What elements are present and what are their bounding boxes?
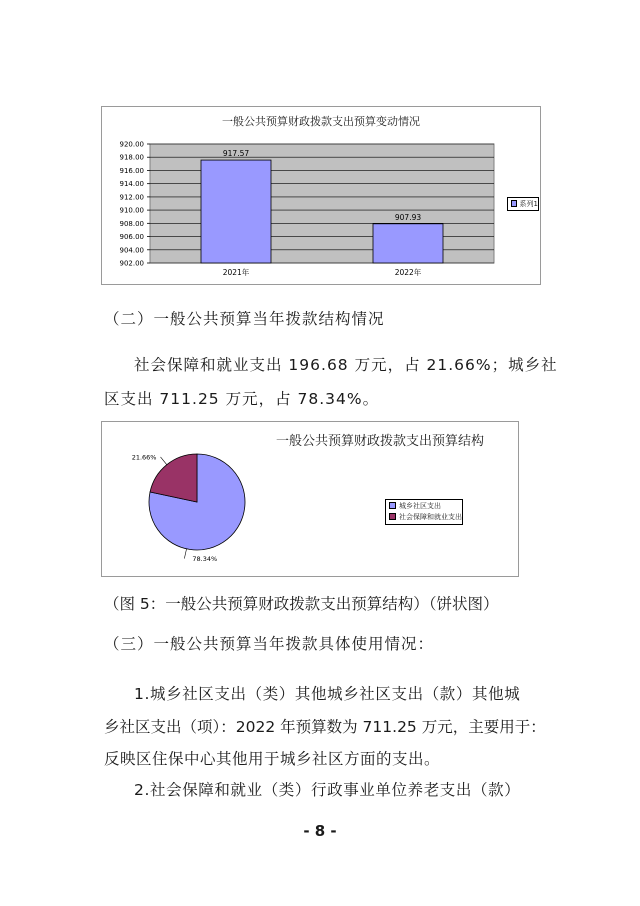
bar-chart-legend xyxy=(507,197,539,211)
paragraph-line: 乡社区支出（项）：2022 年预算数为 711.25 万元，主要用于： xyxy=(104,718,546,736)
paragraph-line: 区支出 711.25 万元，占 78.34%。 xyxy=(104,390,380,408)
leader-line xyxy=(184,549,186,559)
bar-chart xyxy=(101,106,541,285)
figure-caption: （图 5：一般公共预算财政拨款支出预算结构）（饼状图） xyxy=(104,595,499,613)
bar xyxy=(373,224,443,263)
legend-label: 城乡社区支出 xyxy=(399,501,441,510)
y-tick-label: 902.00 xyxy=(119,259,144,268)
legend-label: 系列1 xyxy=(519,199,538,208)
paragraph-line: 2.社会保障和就业（类）行政事业单位养老支出（款） xyxy=(134,781,521,799)
bar-chart-title: 一般公共预算财政拨款支出预算变动情况 xyxy=(222,115,420,128)
legend-swatch xyxy=(389,513,396,520)
y-tick-label: 916.00 xyxy=(119,166,144,175)
y-tick-label: 918.00 xyxy=(119,153,144,162)
section2-heading: （二）一般公共预算当年拨款结构情况 xyxy=(104,310,385,328)
data-label: 907.93 xyxy=(394,212,422,222)
bar-chart-canvas xyxy=(102,107,540,284)
pie-chart-legend xyxy=(385,499,463,525)
page-number: - 8 - xyxy=(303,822,337,840)
paragraph-line: 反映区住保中心其他用于城乡社区方面的支出。 xyxy=(104,750,441,768)
legend-swatch xyxy=(511,200,517,207)
paragraph-line: 社会保障和就业支出 196.68 万元，占 21.66%；城乡社 xyxy=(134,356,558,374)
pie-data-label: 78.34% xyxy=(192,555,218,564)
y-tick-label: 906.00 xyxy=(119,233,144,242)
y-tick-label: 914.00 xyxy=(119,180,144,189)
y-tick-label: 908.00 xyxy=(119,219,144,228)
bar xyxy=(201,160,271,263)
y-tick-label: 920.00 xyxy=(119,140,144,149)
legend-label: 社会保障和就业支出 xyxy=(399,512,462,521)
x-tick-label: 2021年 xyxy=(222,268,250,277)
paragraph-line: 1.城乡社区支出（类）其他城乡社区支出（款）其他城 xyxy=(134,685,521,703)
pie-data-label: 21.66% xyxy=(131,453,157,462)
pie-chart-title: 一般公共预算财政拨款支出预算结构 xyxy=(275,434,484,449)
y-tick-label: 904.00 xyxy=(119,246,144,255)
y-tick-label: 912.00 xyxy=(119,193,144,202)
data-label: 917.57 xyxy=(222,149,250,159)
y-tick-label: 910.00 xyxy=(119,206,144,215)
pie-chart xyxy=(101,421,519,577)
legend-swatch xyxy=(389,502,396,509)
leader-line xyxy=(161,457,167,465)
section3-heading: （三）一般公共预算当年拨款具体使用情况： xyxy=(104,635,435,653)
x-tick-label: 2022年 xyxy=(394,268,422,277)
